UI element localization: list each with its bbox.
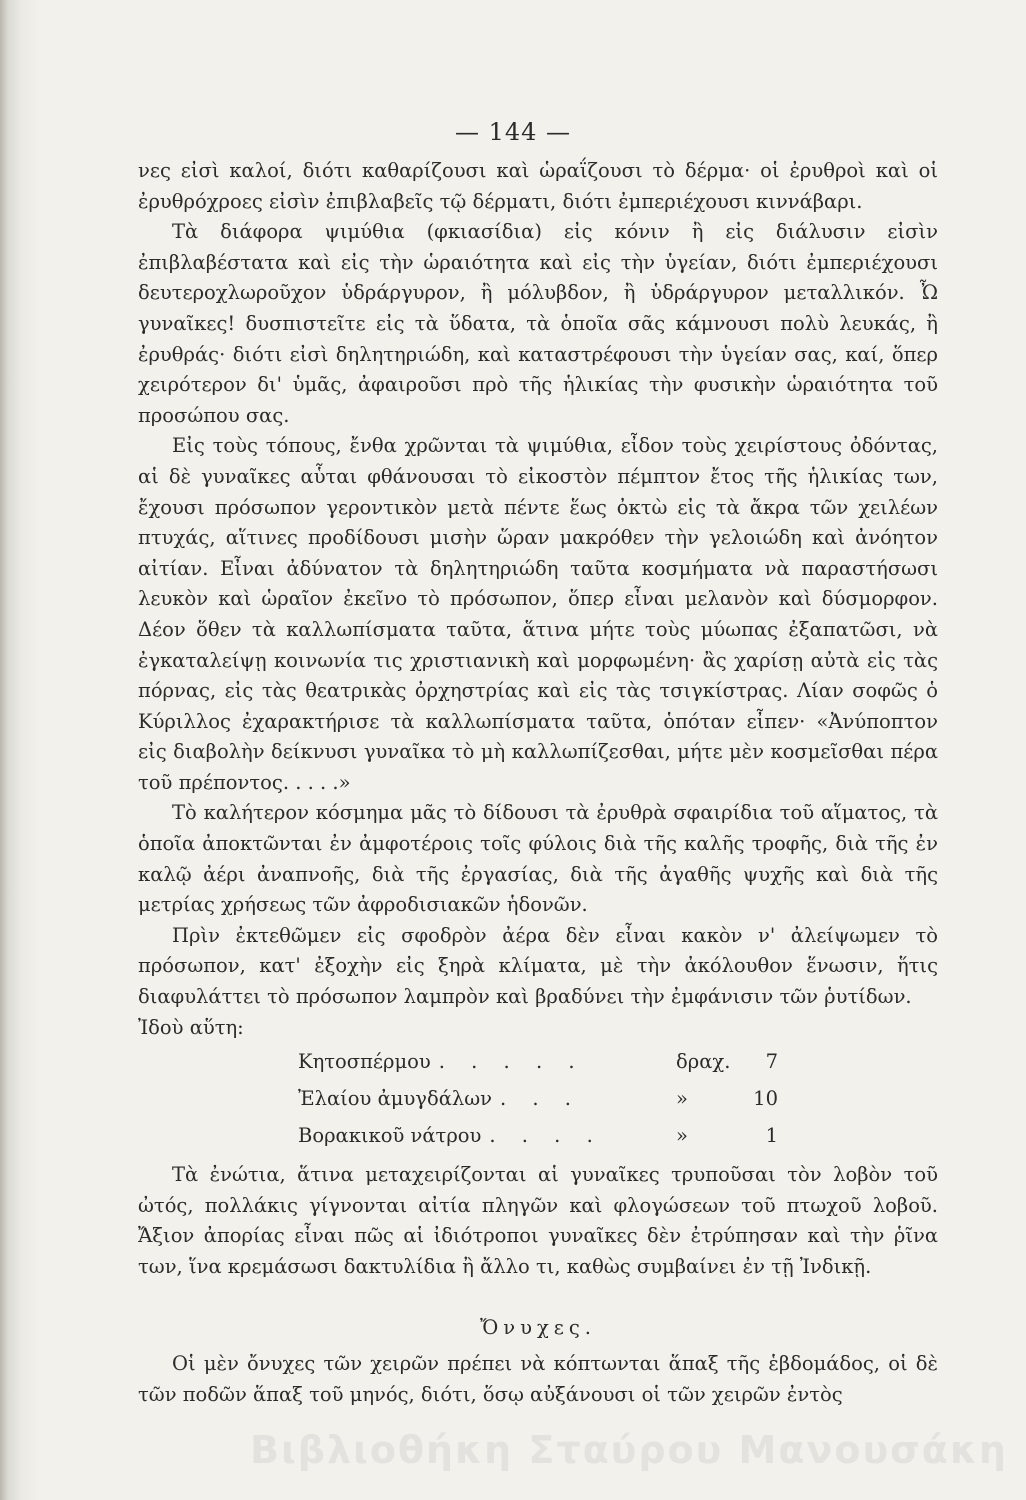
recipe-row [298, 1084, 778, 1121]
scan-binding-edge [0, 0, 40, 1500]
paragraph-nails: Οἱ μὲν ὄνυχες τῶν χειρῶν πρέπει νὰ κόπτωνται ἅπαξ τῆς ἑβδομάδος, οἱ δὲ τῶν ποδῶν ἅπαξ τοῦ μηνός, διότι, ὅσῳ αὐξάνουσι οἱ τῶν χειρῶν ἐντὸς [138, 1352, 938, 1406]
recipe-ingredient: Κητοσπέρμου [298, 1050, 431, 1074]
paragraph-earrings: Τὰ ἐνώτια, ἅτινα μεταχειρίζονται αἱ γυναῖκες τρυποῦσαι τὸν λοβὸν τοῦ ὠτός, πολλάκις γίγνονται αἰτία πληγῶν καὶ φλογώσεων τοῦ πτωχοῦ λοβοῦ. Ἄξιον ἀπορίας εἶναι πῶς αἱ ἰδιότροποι γυναῖκες δὲν ἐτρύπησαν καὶ τὴν ῥῖνα των, ἵνα κρεμάσωσι δακτυλίδια ἢ ἄλλο τι, καθὼς συμβαίνει ἐν τῇ Ἰνδικῇ. [138, 1163, 938, 1278]
paragraph-continuation: νες εἰσὶ καλοί, διότι καθαρίζουσι καὶ ὡραΐζουσι τὸ δέρμα· οἱ ἐρυθροὶ καὶ οἱ ἐρυθρόχροες εἰσὶν ἐπιβλαβεῖς τῷ δέρματι, διότι ἐμπεριέχουσι κιννάβαρι. [138, 159, 938, 213]
recipe-amount: 10 [753, 1087, 778, 1111]
paragraph-cosmetics: Τὰ διάφορα ψιμύθια (φκιασίδια) εἰς κόνιν ἢ εἰς διάλυσιν εἰσὶν ἐπιβλαβέστατα καὶ εἰς τὴν ὡραιότητα καὶ εἰς τὴν ὑγείαν, διότι ἐμπεριέχουσι δευτεροχλωροῦχον ὑδράργυρον, ἢ μόλυβδον, ἢ ὑδράργυρον μεταλλικόν. Ὦ γυναῖκες! δυσπιστεῖτε εἰς τὰ ὕδατα, τὰ ὁποῖα σᾶς κάμνουσι πολὺ λευκάς, ἢ ἐρυθράς· διότι εἰσὶ δηλητηριώδη, καὶ καταστρέφουσι τὴν ὑγείαν σας, καί, ὅπερ χειρότερον δι' ὑμᾶς, ἀφαιροῦσι πρὸ τῆς ἡλικίας τὴν φυσικὴν ὡραιότητα τοῦ προσώπου σας. [138, 220, 938, 427]
recipe-row [298, 1047, 778, 1084]
library-watermark: Βιβλιοθήκη Σταύρου Μανουσάκη [250, 1428, 1008, 1472]
paragraph-places: Εἰς τοὺς τόπους, ἔνθα χρῶνται τὰ ψιμύθια, εἶδον τοὺς χειρίστους ὀδόντας, αἱ δὲ γυναῖκες αὗται φθάνουσαι τὸ εἰκοστὸν πέμπτον ἔτος τῆς ἡλικίας των, ἔχουσι πρόσωπον γεροντικὸν μετὰ πέντε ἕως ὀκτὼ εἰς τὰ ἄκρα τῶν χειλέων πτυχάς, αἵτινες προδίδουσι μισὴν ὥραν μακρόθεν τὴν γελοιώδη καὶ ἀνόητον αἰτίαν. Εἶναι ἀδύνατον τὰ δηλητηριώδη ταῦτα κοσμήματα νὰ παραστήσωσι λευκὸν καὶ ὡραῖον ἐκεῖνο τὸ πρόσωπον, ὅπερ εἶναι μελανὸν καὶ δύσμορφον. Δέον ὅθεν τὰ καλλωπίσματα ταῦτα, ἅτινα μήτε τοὺς μύωπας ἐξαπατῶσι, νὰ ἐγκαταλείψῃ κοινωνία τις χριστιανικὴ καὶ μορφωμένη· ἂς χαρίσῃ αὐτὰ εἰς τὰς πόρνας, εἰς τὰς θεατρικὰς ὀρχηστρίας καὶ εἰς τὰς τσιγκίστρας. Λίαν σοφῶς ὁ Κύριλλος ἐχαρακτήρισε τὰ καλλωπίσματα ταῦτα, ὁπόταν εἶπεν· «Ἀνύποπτον εἰς διαβολὴν δείκνυσι γυναῖκα τὸ μὴ καλλωπίζεσθαι, μήτε μὲν κοσμεῖσθαι πέρα τοῦ πρέποντος. . . . .» [138, 434, 938, 794]
paragraph-before-exposure: Πρὶν ἐκτεθῶμεν εἰς σφοδρὸν ἀέρα δὲν εἶναι κακὸν ν' ἀλείψωμεν τὸ πρόσωπον, κατ' ἐξοχὴν εἰς ξηρὰ κλίματα, μὲ τὴν ἀκόλουθον ἕνωσιν, ἥτις διαφυλάττει τὸ πρόσωπον λαμπρὸν καὶ βραδύνει τὴν ἐμφάνισιν τῶν ῥυτίδων. [138, 923, 938, 1009]
recipe-leader-dots: . . . . . [438, 1050, 585, 1074]
section-heading: Ὄνυχες. [479, 1315, 597, 1339]
recipe-row [298, 1121, 778, 1158]
recipe-amount: 7 [765, 1050, 778, 1074]
recipe-intro: Ἰδοὺ αὕτη: [138, 1015, 244, 1039]
recipe-unit: δραχ. [676, 1050, 731, 1074]
recipe-ingredient: Βορακικοῦ νάτρου [298, 1124, 482, 1148]
recipe-leader-dots: . . . [499, 1087, 581, 1111]
recipe-amount: 1 [765, 1124, 778, 1148]
body-text [138, 156, 938, 1410]
page-number: — 144 — [454, 118, 572, 146]
recipe-table [138, 1047, 778, 1158]
recipe-unit: » [676, 1087, 688, 1111]
recipe-ingredient: Ἐλαίου ἀμυγδάλων [298, 1087, 492, 1111]
paragraph-best-ornament: Τὸ καλήτερον κόσμημα μᾶς τὸ δίδουσι τὰ ἐρυθρὰ σφαιρίδια τοῦ αἵματος, τὰ ὁποῖα ἀποκτῶνται ἐν ἀμφοτέροις τοῖς φύλοις διὰ τῆς καλῆς τροφῆς, διὰ τῆς ἐν καλῷ ἀέρι ἀναπνοῆς, διὰ τῆς ἐργασίας, διὰ τῆς ἀγαθῆς ψυχῆς καὶ διὰ τῆς μετρίας χρήσεως τῶν ἀφροδισιακῶν ἡδονῶν. [138, 801, 938, 917]
recipe-unit: » [676, 1124, 688, 1148]
recipe-leader-dots: . . . . [489, 1124, 603, 1148]
